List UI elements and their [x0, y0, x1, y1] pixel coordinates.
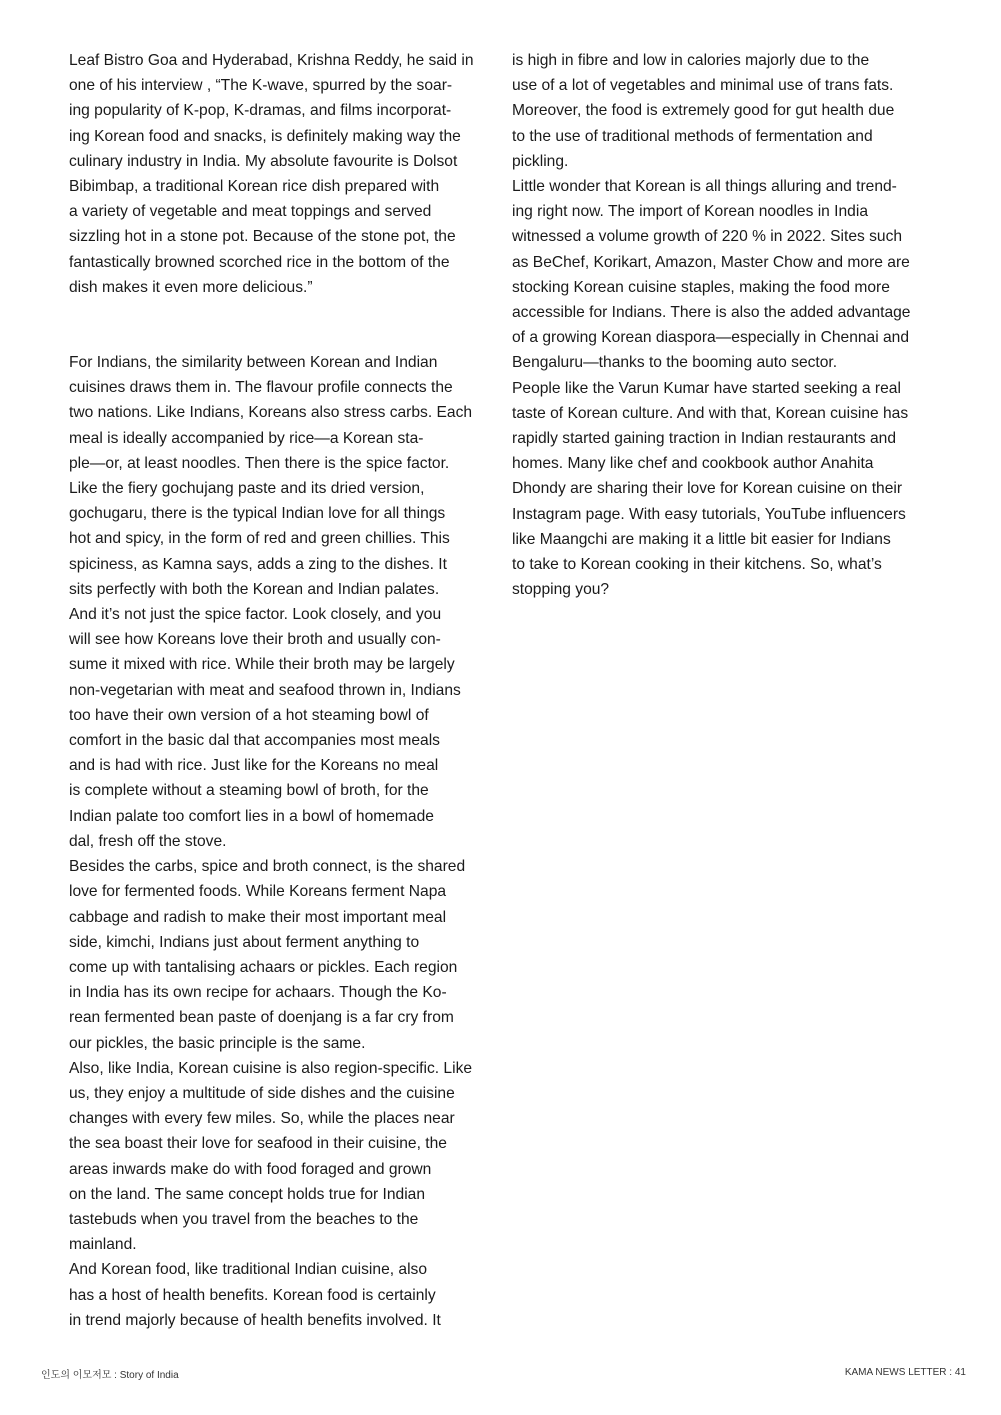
paragraph-spacer [69, 300, 493, 350]
paragraph-korean-culture: People like the Varun Kumar have started seeking a real taste of Korean culture. And with that, Korean cuisine has rapidly started gaining traction in Indian restaurants and homes. Many like chef and cookbook author Anahita Dhondy are sharing their love for Korean cuisine on their Instagram page. With easy tutorials, YouTube influencers like Maangchi are making it a little bit easier for Indians to take to Korean cooking in their kitchens. So, what’s stopping you? [512, 379, 909, 599]
paragraph-region-specific: Also, like India, Korean cuisine is also region-specific. Like us, they enjoy a multitude of side dishes and the cuisine changes with every few miles. So, while the places near the sea boast their love for seafood in their cuisine, the areas inwards make do with food foraged and grown on the land. The same concept holds true for Indian tastebuds when you travel from the beaches to the mainland. [69, 1059, 473, 1254]
paragraph-trending: Little wonder that Korean is all things alluring and trend- ing right now. The import of Korean noodles in India witnessed a volume growth of 220 % in 2022. Sites such as BeChef, Korikart, Amazon, Master Chow and more are stocking Korean cuisine staples, making the food more accessible for Indians. There is also the added advantage of a growing Korean diaspora—especially in Chennai and Bengaluru—thanks to the booming auto sector. [512, 178, 911, 372]
footer-section-title: 인도의 이모저모 : Story of India [41, 1370, 179, 1381]
paragraph-fibre-calories: is high in fibre and low in calories majorly due to the use of a lot of vegetables and minimal use of trans fats. Moreover, the food is extremely good for gut health due to the use of traditional methods of fermentation and pickling. [512, 52, 895, 170]
paragraph-fermented-foods: Besides the carbs, spice and broth connect, is the shared love for fermented foods. While Koreans ferment Napa cabbage and radish to make their most important meal side, kimchi, Indians just about ferment anything to come up with tantalising achaars or pickles. Each region in India has its own recipe for achaars. Though the Ko- rean fermented bean paste of doenjang is a far cry from our pickles, the basic principle is the same. [69, 858, 466, 1052]
footer-page-number: KAMA NEWS LETTER : 41 [844, 1367, 966, 1378]
paragraph-similarity: For Indians, the similarity between Korean and Indian cuisines draws them in. The flavour profile connects the two nations. Like Indians, Koreans also stress carbs. Each meal is ideally accompanied by rice—a Korean sta- ple—or, at least noodles. Then there is the spice factor. Like the fiery gochujang paste and its dried version, gochugaru, there is the typical Indian love for all things hot and spicy, in the form of red and green chillies. This spiciness, as Kamna says, adds a zing to the dishes. It sits perfectly with both the Korean and Indian palates. And it’s not just the spice factor. Look closely, and you will see how Koreans love their broth and usually con- sume it mixed with rice. While their broth may be largely non-vegetarian with meat and seafood thrown in, Indians too have their own version of a hot steaming bowl of comfort in the basic dal that accompanies most meals and is had with rice. Just like for the Koreans no meal is complete without a steaming bowl of broth, for the Indian palate too comfort lies in a bowl of homemade dal, fresh off the stove. [69, 354, 473, 850]
right-column [512, 48, 936, 602]
paragraph-health-benefits: And Korean food, like traditional Indian cuisine, also has a host of health benefits. Korean food is certainly in trend majorly because of health benefits involved. It [69, 1261, 441, 1329]
paragraph-krishna-reddy-quote: Leaf Bistro Goa and Hyderabad, Krishna Reddy, he said in one of his interview , “The K-wave, spurred by the soar- ing popularity of K-pop, K-dramas, and films incorporat- ing Korean food and snacks, is definitely making way the culinary industry in India. My absolute favourite is Dolsot Bibimbap, a traditional Korean rice dish prepared with a variety of vegetable and meat toppings and served sizzling hot in a stone pot. Because of the stone pot, the fantastically browned scorched rice in the bottom of the dish makes it even more delicious.” [69, 52, 474, 296]
left-column [69, 48, 493, 1333]
